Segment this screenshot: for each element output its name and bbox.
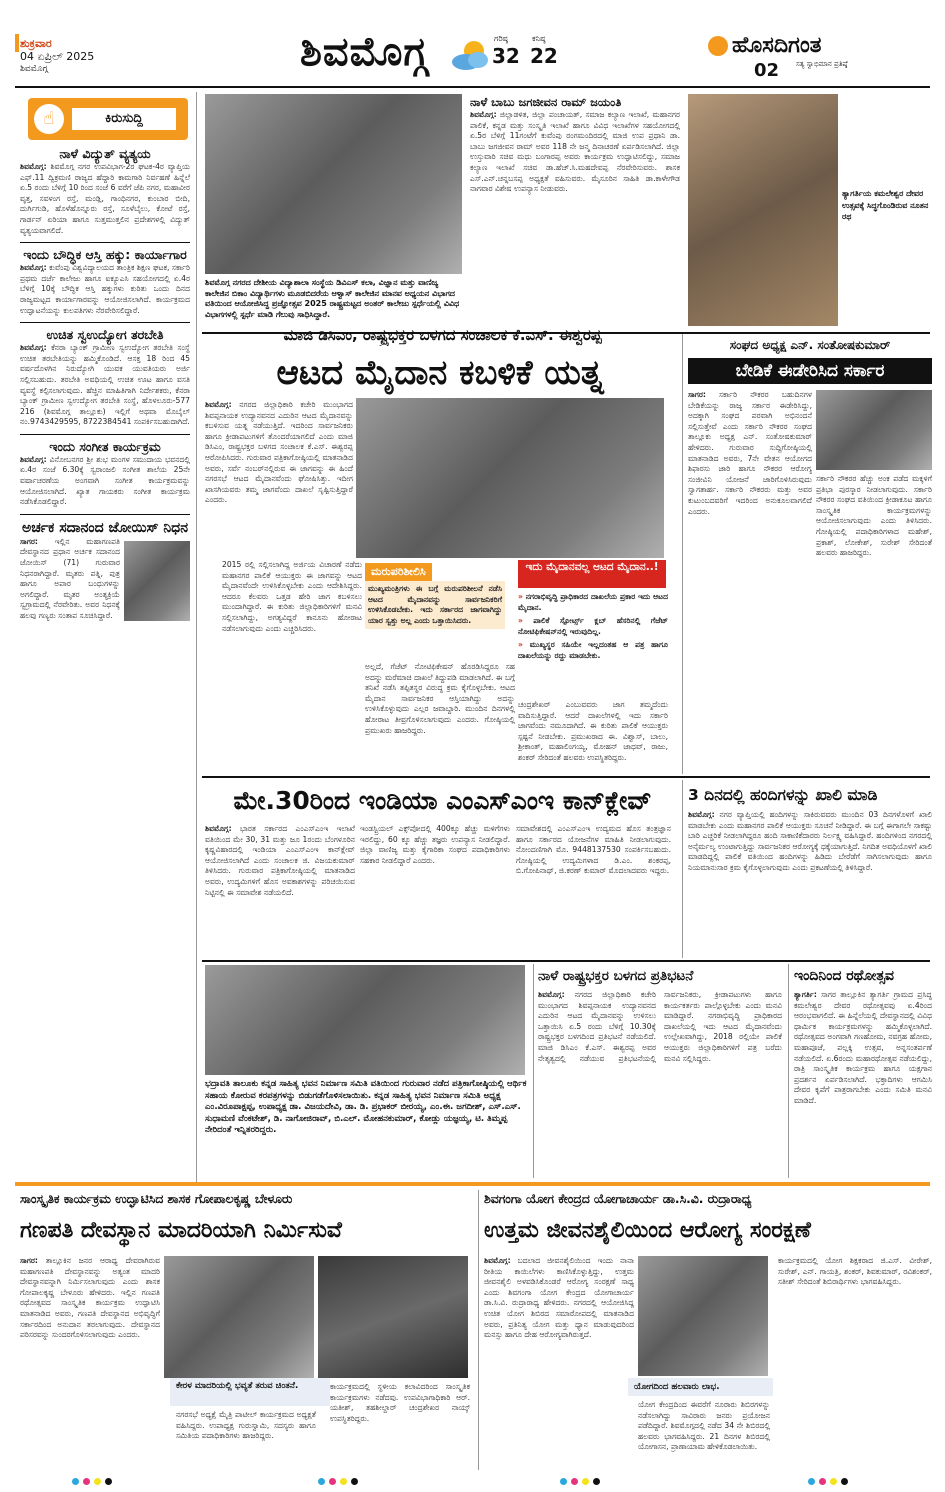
ganapathi-col2 [176, 1410, 316, 1470]
ganapathi-photo-2 [318, 1256, 468, 1378]
magenta-dot [571, 1478, 578, 1485]
news-item-music [20, 439, 190, 508]
ganapathi-photo-tag [170, 1378, 330, 1406]
news-place: ಶಿವಮೊಗ್ಗ: [20, 162, 47, 171]
lead-text-3: ಅಲ್ಲದೆ, ಗೆಜೆಟ್ ನೋಟಿಫಿಕೇಷನ್ ಹೊರಡಿಸಿದ್ದರೂ ಸಹ ಅದನ್ನು ಮರೆಮಾಚಿ ದಾಖಲೆ ತಿದ್ದುಪಡಿ ಮಾಡಲಾಗಿದೆ. ಈ ಬಗ್ಗೆ ತನಿಖೆ ನಡೆಸಿ ತಪ್ಪಿತಸ್ಥರ ವಿರುದ್ಧ ಕ್ರಮ ಕೈಗೊಳ್ಳಬೇಕು. ಆಟದ ಮೈದಾನ ಸಾರ್ವಜನಿಕರ ಆಸ್ತಿಯಾಗಿದ್ದು ಅದನ್ನು ಉಳಿಸಿಕೊಳ್ಳುವುದು ಎಲ್ಲರ ಜವಾಬ್ದಾರಿ. ಮುಂದಿನ ದಿನಗಳಲ್ಲಿ ಹೋರಾಟ ತೀವ್ರಗೊಳಿಸಲಾಗುವುದು ಎಂದರು. ಗೋಷ್ಠಿಯಲ್ಲಿ ಪ್ರಮುಖರು ಹಾಜರಿದ್ದರು. [365, 662, 515, 735]
conclave-col2 [360, 824, 510, 956]
section-rule-2 [202, 776, 930, 778]
news-text: ಇಲ್ಲಿನ ಮಹಾಗಣಪತಿ ದೇವಸ್ಥಾನದ ಪ್ರಧಾನ ಅರ್ಚಕ ಸದಾನಂದ ಜೋಯಿಸ್ (71) ಗುರುವಾರ ನಿಧನರಾಗಿದ್ದಾರೆ. ಮೃತರು ಪತ್ನಿ, ಪುತ್ರ ಹಾಗೂ ಅಪಾರ ಬಂಧುಗಳನ್ನು ಅಗಲಿದ್ದಾರೆ. ಮೃತರ ಅಂತ್ಯಕ್ರಿಯೆ ಸ್ವಗ್ರಾಮದಲ್ಲಿ ನೆರವೇರಿತು. ಅವರ ನಿಧನಕ್ಕೆ ಹಲವು ಗಣ್ಯರು ಸಂತಾಪ ಸೂಚಿಸಿದ್ದಾರೆ. [20, 536, 120, 620]
yoga-photo [638, 1256, 768, 1376]
lead-body-col3 [365, 662, 515, 767]
yoga-photo-tag [628, 1378, 773, 1396]
bullet-icon: » [518, 592, 526, 601]
news-body [20, 455, 190, 508]
hand-icon: ☝ [34, 104, 64, 134]
max-temp-value: 32 [492, 44, 520, 68]
col-rule-pigs [682, 780, 683, 958]
santhosh-place: ಸಾಗರ: [688, 390, 706, 399]
page-number: 02 [754, 60, 780, 81]
header-rule [15, 86, 930, 88]
news-item-power [20, 146, 190, 236]
header-orange-strip [15, 34, 19, 52]
ganapathi-text-2: ನಗರಸಭೆ ಅಧ್ಯಕ್ಷೆ ಮೈತ್ರಿ ಪಾಟೀಲ್ ಕಾರ್ಯಕ್ರಮದ ಅಧ್ಯಕ್ಷತೆ ವಹಿಸಿದ್ದರು. ಉಪಾಧ್ಯಕ್ಷ ಗುರುಸ್ವಾಮಿ, ಸದಸ್ಯರು ಹಾಗೂ ಸಮಿತಿಯ ಪದಾಧಿಕಾರಿಗಳು ಹಾಜರಿದ್ದರು. [176, 1410, 316, 1441]
yoga-kicker: ಶಿವಗಂಗಾ ಯೋಗ ಕೇಂದ್ರದ ಯೋಗಾಚಾರ್ಯ ಡಾ.ಸಿ.ವಿ. ರುದ್ರಾರಾಧ್ಯ [484, 1192, 752, 1206]
cyan-dot [808, 1478, 815, 1485]
yoga-col2 [638, 1400, 770, 1470]
lead-text-2: 2015 ರಲ್ಲಿ ಸಲ್ಲಿಸಲಾಗಿದ್ದ ಅರ್ಜಿಯ ವಿಚಾರಣೆ ನಡೆದು ಮಹಾನಗರ ಪಾಲಿಕೆ ಆಯುಕ್ತರು ಈ ಜಾಗವನ್ನು ಆಟದ ಮೈದಾನವೆಂದೇ ಉಳಿಸಿಕೊಳ್ಳಬೇಕು ಎಂದು ಆದೇಶಿಸಿದ್ದರು. ಆದರೂ ಕೆಲವರು ಒತ್ತಡ ಹೇರಿ ಜಾಗ ಕಬಳಿಸಲು ಮುಂದಾಗಿದ್ದಾರೆ. ಈ ಕುರಿತು ಜಿಲ್ಲಾಧಿಕಾರಿಗಳಿಗೆ ಮನವಿ ಸಲ್ಲಿಸಲಾಗಿದ್ದು, ಅಗತ್ಯವಿದ್ದರೆ ಕಾನೂನು ಹೋರಾಟ ನಡೆಸಲಾಗುವುದು ಎಂದು ಎಚ್ಚರಿಸಿದರು. [222, 560, 362, 633]
santhosh-body-col1 [688, 390, 812, 770]
news-item-ipr [20, 247, 190, 316]
divider [20, 322, 190, 323]
lead-press-photo [356, 398, 664, 558]
news-title: ಅರ್ಚಕ ಸದಾನಂದ ಜೋಯಿಸ್ ನಿಧನ [22, 519, 188, 536]
yoga-tag-text: ಯೋಗದಿಂದ ಹಲವಾರು ಲಾಭ. [634, 1382, 720, 1392]
cyan-dot [318, 1478, 325, 1485]
jagjivan-body [470, 110, 680, 195]
col-rule-protest [533, 964, 534, 1178]
news-body [20, 162, 190, 236]
col-rule-santhosh [682, 334, 683, 774]
city-label: ಶಿವಮೊಗ್ಗ [20, 64, 48, 74]
min-temp-value: 22 [530, 44, 558, 68]
santhosh-text-2: ಸರ್ಕಾರಿ ನೌಕರರ ಹೆಚ್ಚು ಅಂಕ ಪಡೆದ ಮಕ್ಕಳಿಗೆ ಪ್ರತಿಭಾ ಪುರಸ್ಕಾರ ನೀಡಲಾಗುವುದು. ಸರ್ಕಾರಿ ನೌಕರರ ಸಂಘದ ವತಿಯಿಂದ ಕ್ರೀಡಾಕೂಟ ಹಾಗೂ ಸಾಂಸ್ಕೃತಿಕ ಕಾರ್ಯಕ್ರಮಗಳನ್ನು ಆಯೋಜಿಸಲಾಗುವುದು ಎಂದು ತಿಳಿಸಿದರು. ಗೋಷ್ಠಿಯಲ್ಲಿ ಪದಾಧಿಕಾರಿಗಳಾದ ಮಹೇಶ್, ಪ್ರಕಾಶ್, ಲೋಕೇಶ್, ಸುರೇಶ್ ಸೇರಿದಂತೆ ಹಲವರು ಹಾಜರಿದ್ದರು. [816, 474, 932, 558]
lead-text-1: ನಗರದ ಜಿಲ್ಲಾಧಿಕಾರಿ ಕಚೇರಿ ಮುಂಭಾಗದ ಶಿವಪ್ಪನಾಯಕ ಉದ್ಯಾನವನದ ಎದುರಿನ ಆಟದ ಮೈದಾನವನ್ನು ಕಬಳಿಸುವ ಯತ್ನ ನಡೆಯುತ್ತಿದೆ. ಇದರಿಂದ ಸಾರ್ವಜನಿಕರು ಹಾಗೂ ಕ್ರೀಡಾಪಟುಗಳಿಗೆ ತೊಂದರೆಯಾಗಲಿದೆ ಎಂದು ಮಾಜಿ ಡಿಸಿಎಂ, ರಾಷ್ಟ್ರಭಕ್ತರ ಬಳಗದ ಸಂಚಾಲಕ ಕೆ.ಎಸ್. ಈಶ್ವರಪ್ಪ ಆರೋಪಿಸಿದರು. ಗುರುವಾರ ಪತ್ರಿಕಾಗೋಷ್ಠಿಯಲ್ಲಿ ಮಾತನಾಡಿದ ಅವರು, ಸರ್ವೆ ನಂಬರ್‌ನಲ್ಲಿರುವ ಈ ಜಾಗವನ್ನು ಈ ಹಿಂದೆ ನಗರಸಭೆ ಆಟದ ಮೈದಾನವೆಂದು ಘೋಷಿಸಿತ್ತು. ಇದೀಗ ಖಾಸಗಿಯವರು ತಮ್ಮ ಜಾಗವೆಂದು ದಾಖಲೆ ಸೃಷ್ಟಿಸುತ್ತಿದ್ದಾರೆ ಎಂದರು. [205, 400, 353, 505]
black-dot [593, 1478, 600, 1485]
yoga-text-3: ಕಾರ್ಯಕ್ರಮದಲ್ಲಿ ಯೋಗ ಶಿಕ್ಷಕರಾದ ಜಿ.ಎಸ್. ವೀರೇಶ್, ಸುರೇಶ್, ಎನ್. ಗಾಯತ್ರಿ, ಶಂಕರ್, ಶಿವಕುಮಾರ್, ರವಿಶಂಕರ್, ಸತೀಶ್ ಸೇರಿದಂತೆ ಶಿಬಿರಾರ್ಥಿಗಳು ಭಾಗವಹಿಸಿದ್ದರು. [778, 1256, 932, 1287]
cyan-dot [560, 1478, 567, 1485]
max-temp-label: ಗರಿಷ್ಠ [494, 34, 508, 43]
santhosh-kicker: ಸಂಘದ ಅಧ್ಯಕ್ಷ ಎನ್. ಸಂತೋಷಕುಮಾರ್ [729, 338, 891, 352]
ganapathi-body-1 [20, 1256, 160, 1341]
conclave-col3 [516, 824, 671, 956]
pigs-text-span: ನಗರ ವ್ಯಾಪ್ತಿಯಲ್ಲಿ ಹಂದಿಗಳನ್ನು ಸಾಕಿರುವವರು ಮುಂದಿನ 03 ದಿನಗಳೊಳಗೆ ಖಾಲಿ ಮಾಡಬೇಕು ಎಂದು ಮಹಾನಗರ ಪಾಲಿಕೆ ಆಯುಕ್ತರು ಸೂಚನೆ ನೀಡಿದ್ದಾರೆ. ಈ ಬಗ್ಗೆ ಈಗಾಗಲೇ ಸಾಕಷ್ಟು ಬಾರಿ ಎಚ್ಚರಿಕೆ ನೀಡಲಾಗಿದ್ದರೂ ಹಂದಿ ಸಾಕಾಣಿಕೆದಾರರು ನಿರ್ಲಕ್ಷ್ಯ ವಹಿಸಿದ್ದಾರೆ. ಹಂದಿಗಳಿಂದ ನಗರದಲ್ಲಿ ಅನೈರ್ಮಲ್ಯ ಉಂಟಾಗುತ್ತಿದ್ದು ಸಾರ್ವಜನಿಕರ ಆರೋಗ್ಯಕ್ಕೆ ಧಕ್ಕೆಯಾಗುತ್ತಿದೆ. ನಿಗದಿತ ಅವಧಿಯೊಳಗೆ ಖಾಲಿ ಮಾಡದಿದ್ದಲ್ಲಿ ಪಾಲಿಕೆ ವತಿಯಿಂದ ಹಂದಿಗಳನ್ನು ಹಿಡಿದು ಬೇರೆಡೆಗೆ ಸಾಗಿಸಲಾಗುವುದು ಹಾಗೂ ನಿಯಮಾನುಸಾರ ಕ್ರಮ ಕೈಗೊಳ್ಳಲಾಗುವುದು ಎಂದು ಪ್ರಕಟಣೆಯಲ್ಲಿ ತಿಳಿಸಿದ್ದಾರೆ. [688, 810, 932, 872]
ganapathi-col1 [20, 1256, 160, 1462]
news-place: ಶಿವಮೊಗ್ಗ: [20, 454, 47, 464]
news-text: ಕೆನರಾ ಬ್ಯಾಂಕ್ ಗ್ರಾಮೀಣ ಸ್ವಉದ್ಯೋಗ ತರಬೇತಿ ಸಂಸ್ಥೆ ಉಚಿತ ತರಬೇತಿಯನ್ನು ಹಮ್ಮಿಕೊಂಡಿದೆ. ಆಸಕ್ತ 18 ರಿಂದ 45 ವರ್ಷದೊಳಗಿನ ನಿರುದ್ಯೋಗಿ ಯುವಕ ಯುವತಿಯರು ಅರ್ಜಿ ಸಲ್ಲಿಸಬಹುದು. ತರಬೇತಿ ಅವಧಿಯಲ್ಲಿ ಉಚಿತ ಊಟ ಹಾಗೂ ವಸತಿ ವ್ಯವಸ್ಥೆ ಕಲ್ಪಿಸಲಾಗುವುದು. ಹೆಚ್ಚಿನ ಮಾಹಿತಿಗಾಗಿ ನಿರ್ದೇಶಕರು, ಕೆನರಾ ಬ್ಯಾಂಕ್ ಗ್ರಾಮೀಣ ಸ್ವಉದ್ಯೋಗ ತರಬೇತಿ ಸಂಸ್ಥೆ, ಹೊಳಲೂರು-577 216 (ಶಿವಮೊಗ್ಗ ತಾಲ್ಲೂಕು) ಇಲ್ಲಿಗೆ ಅಥವಾ ಮೊಬೈಲ್ ನಂ.9743429595, 8722384541 ಸಂಪರ್ಕಿಸಬಹುದಾಗಿದೆ. [20, 343, 190, 427]
bullet-text: ನಗರಾಭಿವೃದ್ಧಿ ಪ್ರಾಧಿಕಾರದ ದಾಖಲೆಯ ಪ್ರಕಾರ ಇದು ಆಟದ ಮೈದಾನ. [518, 592, 668, 612]
students-photo [205, 94, 462, 274]
black-dot [351, 1478, 358, 1485]
protest-text-span: ನಗರದ ಜಿಲ್ಲಾಧಿಕಾರಿ ಕಚೇರಿ ಮುಂಭಾಗದ ಶಿವಪ್ಪನಾಯಕ ಉದ್ಯಾನವನದ ಎದುರಿನ ಆಟದ ಮೈದಾನವನ್ನು ಉಳಿಸಲು ಒತ್ತಾಯಿಸಿ ಏ.5 ರಂದು ಬೆಳಿಗ್ಗೆ 10.30ಕ್ಕೆ ರಾಷ್ಟ್ರಭಕ್ತರ ಬಳಗದಿಂದ ಪ್ರತಿಭಟನೆ ನಡೆಯಲಿದೆ. ಮಾಜಿ ಡಿಸಿಎಂ ಕೆ.ಎಸ್. ಈಶ್ವರಪ್ಪ ಅವರ ನೇತೃತ್ವದಲ್ಲಿ ನಡೆಯುವ ಪ್ರತಿಭಟನೆಯಲ್ಲಿ ಸಾರ್ವಜನಿಕರು, ಕ್ರೀಡಾಪಟುಗಳು ಹಾಗೂ ಕಾರ್ಯಕರ್ತರು ಪಾಲ್ಗೊಳ್ಳಬೇಕು ಎಂದು ಮನವಿ ಮಾಡಿದ್ದಾರೆ. ನಗರಾಭಿವೃದ್ಧಿ ಪ್ರಾಧಿಕಾರದ ದಾಖಲೆಯಲ್ಲಿ ಇದು ಆಟದ ಮೈದಾನವೆಂದು ಉಲ್ಲೇಖವಾಗಿದ್ದು, 2018 ರಲ್ಲಿಯೇ ಪಾಲಿಕೆ ಆಯುಕ್ತರು ಜಿಲ್ಲಾಧಿಕಾರಿಗಳಿಗೆ ಪತ್ರ ಬರೆದು ಮನವಿ ಸಲ್ಲಿಸಿದ್ದರು. [538, 990, 782, 1063]
header-date [20, 37, 160, 79]
news-title: ನಾಳೆ ವಿದ್ಯುತ್ ವ್ಯತ್ಯಯ [59, 146, 151, 161]
lead-red-box [518, 560, 666, 588]
magenta-dot [819, 1478, 826, 1485]
col-rule-ratho [788, 964, 789, 1178]
jagjivan-place: ಶಿವಮೊಗ್ಗ: [470, 110, 497, 119]
conclave-text-3: ಸಮಾವೇಶದಲ್ಲಿ ಎಂಎಸ್‌ಎಂಇ ಉದ್ಯಮದ ಹೊಸ ತಂತ್ರಜ್ಞಾನ ಹಾಗೂ ಸರ್ಕಾರದ ಯೋಜನೆಗಳ ಮಾಹಿತಿ ನೀಡಲಾಗುವುದು. ನೋಂದಣಿಗಾಗಿ ಮೊ. 9448137530 ಸಂಪರ್ಕಿಸಬಹುದು. ಗೋಷ್ಠಿಯಲ್ಲಿ ಉದ್ಯಮಿಗಳಾದ ಡಿ.ಎಂ. ಶಂಕರಪ್ಪ, ಬಿ.ಗೋಪಿನಾಥ್, ಜಿ.ಕರಣ್ ಕುಮಾರ್ ಮೊದಲಾದವರು ಇದ್ದರು. [516, 824, 671, 876]
news-item-obituary [20, 519, 190, 622]
bullet-text: ಪಾಲಿಕೆ ಸ್ಪೋರ್ಟ್ಸ್ ಕ್ಲಬ್ ಹೆಸರಿನಲ್ಲಿ ಗೆಜೆಟ್ ನೋಟಿಫಿಕೇಷನ್‌ನಲ್ಲಿ ಇರುವುದಿಲ್ಲ. [518, 616, 668, 636]
protest-headline: ನಾಳೆ ರಾಷ್ಟ್ರಭಕ್ತರ ಬಳಗದ ಪ್ರತಿಭಟನೆ [538, 968, 694, 984]
protest-body [538, 990, 782, 1178]
rathotsava-body [794, 990, 932, 1178]
santhosh-photo [816, 390, 932, 470]
lead-headline: ಆಟದ ಮೈದಾನ ಕಬಳಿಕೆ ಯತ್ನ [276, 353, 604, 393]
news-body [20, 343, 190, 428]
masthead: ಶಿವಮೊಗ್ಗ [300, 28, 429, 75]
lead-side-text: ಚಂದ್ರಶೇಖರ್ ಎಂಬುವವರು ಜಾಗ ತಮ್ಮದೆಂದು ವಾದಿಸುತ್ತಿದ್ದಾರೆ. ಆದರೆ ದಾಖಲೆಗಳಲ್ಲಿ ಇದು ಸರ್ಕಾರಿ ಜಾಗವೆಂದು ನಮೂದಾಗಿದೆ. ಈ ಕುರಿತು ಪಾಲಿಕೆ ಆಯುಕ್ತರು ಸ್ಪಷ್ಟನೆ ನೀಡಬೇಕು. ಪ್ರಮುಖರಾದ ಈ. ವಿಶ್ವಾಸ್, ಬಾಲು, ಶ್ರೀಕಾಂತ್, ಮಹಾಲಿಂಗಯ್ಯ, ಮೋಹನ್ ಜಾಧವ್, ರಾಜು, ಶಂಕರ್ ಸೇರಿದಂತೆ ಹಲವರು ಉಪಸ್ಥಿತರಿದ್ದರು. [518, 700, 668, 762]
lead-sidebar-text: ಮುಖ್ಯಮಂತ್ರಿಗಳು ಈ ಬಗ್ಗೆ ಮರುಪರಿಶೀಲನೆ ನಡೆಸಿ ಆಟದ ಮೈದಾನವನ್ನು ಸಾರ್ವಜನಿಕರಿಗೆ ಉಳಿಸಿಕೊಡಬೇಕು. ಇದು ಸರ್ಕಾರದ ಜಾಗವಾಗಿದ್ದು ಯಾರ ಸ್ವತ್ತು ಅಲ್ಲ ಎಂದು ಒತ್ತಾಯಿಸಿದರು. [365, 581, 505, 629]
lead-bullet-1 [518, 592, 668, 613]
lead-body-col2 [222, 560, 362, 765]
jagjivan-headline: ನಾಳೆ ಬಾಬು ಜಗಜೀವನ ರಾಮ್ ಜಯಂತಿ [470, 95, 622, 109]
conclave-headline: ಮೇ.30ರಿಂದ ಇಂಡಿಯಾ ಎಂಎಸ್‌ಎಂಇ ಕಾನ್‌ಕ್ಲೇವ್ [233, 786, 652, 815]
yoga-place: ಶಿವಮೊಗ್ಗ: [484, 1256, 511, 1265]
divider [20, 242, 190, 243]
news-place: ಸಾಗರ: [20, 536, 38, 546]
registration-dots-left [72, 1478, 112, 1485]
santhosh-text: ಸರ್ಕಾರಿ ನೌಕರರ ಬಹುದಿನಗಳ ಬೇಡಿಕೆಯನ್ನು ರಾಜ್ಯ ಸರ್ಕಾರ ಈಡೇರಿಸಿದ್ದು, ಅದಕ್ಕಾಗಿ ಸಂಘದ ಪರವಾಗಿ ಅಭಿನಂದನೆ ಸಲ್ಲಿಸುತ್ತೇವೆ ಎಂದು ಸರ್ಕಾರಿ ನೌಕರರ ಸಂಘದ ತಾಲ್ಲೂಕು ಅಧ್ಯಕ್ಷ ಎನ್. ಸಂತೋಷಕುಮಾರ್ ಹೇಳಿದರು. ಗುರುವಾರ ಸುದ್ದಿಗೋಷ್ಠಿಯಲ್ಲಿ ಮಾತನಾಡಿದ ಅವರು, 7ನೇ ವೇತನ ಆಯೋಗದ ಶಿಫಾರಸು ಜಾರಿ ಹಾಗೂ ನೌಕರರ ಆರೋಗ್ಯ ಸಂಜೀವಿನಿ ಯೋಜನೆ ಜಾರಿಗೊಳಿಸಿರುವುದು ಸ್ವಾಗತಾರ್ಹ. ಸರ್ಕಾರಿ ನೌಕರರು ಮತ್ತು ಅವರ ಕುಟುಂಬದವರಿಗೆ ಇದರಿಂದ ಅನುಕೂಲವಾಗಲಿದೆ ಎಂದರು. [688, 390, 812, 516]
chariot-caption: ತ್ಯಾಗರ್ತಿಯ ಕಮಲೇಶ್ವರ ದೇವರ ಉತ್ಸವಕ್ಕೆ ಸಿದ್ಧಗೊಂಡಿರುವ ನೂತನ ರಥ [842, 189, 929, 221]
pigs-text [688, 810, 932, 874]
lead-body-1 [205, 400, 353, 506]
rathotsava-text [794, 990, 932, 1107]
bullet-text: ಮುಖ್ಯಸ್ಥರ ಸಹಿಯೇ ಇಲ್ಲದಂತಹ ಆ ಪತ್ರ ಹಾಗೂ ದಾಖಲೆಯನ್ನು ರದ್ದು ಮಾಡಬೇಕು. [518, 640, 668, 660]
yoga-col1 [484, 1256, 634, 1470]
date-label: 04 ಏಪ್ರಿಲ್ 2025 [20, 50, 95, 63]
yoga-text-2: ಯೋಗ ಕೇಂದ್ರದಿಂದ ಈವರೆಗೆ ನೂರಾರು ಶಿಬಿರಗಳನ್ನು ನಡೆಸಲಾಗಿದ್ದು ಸಾವಿರಾರು ಜನರು ಪ್ರಯೋಜನ ಪಡೆದಿದ್ದಾರೆ. ಶಿವಮೊಗ್ಗದಲ್ಲಿ ನಡೆದ 34 ನೇ ಶಿಬಿರದಲ್ಲಿ ಹಲವರು ಭಾಗವಹಿಸಿದ್ದರು. 21 ದಿನಗಳ ಶಿಬಿರದಲ್ಲಿ ಯೋಗಾಸನ, ಪ್ರಾಣಾಯಾಮ ಹೇಳಿಕೊಡಲಾಯಿತು. [638, 1400, 770, 1452]
protest-place: ಶಿವಮೊಗ್ಗ: [538, 990, 565, 999]
ganapathi-text-1: ತಾಲ್ಲೂಕಿನ ಜನರ ಆರಾಧ್ಯ ದೇವರಾಗಿರುವ ಮಹಾಗಣಪತಿ ದೇವಸ್ಥಾನವನ್ನು ಅತ್ಯಂತ ಮಾದರಿ ದೇವಸ್ಥಾನವನ್ನಾಗಿ ನಿರ್ಮಿಸಲಾಗುವುದು ಎಂದು ಶಾಸಕ ಗೋಪಾಲಕೃಷ್ಣ ಬೇಳೂರು ಹೇಳಿದರು. ಇಲ್ಲಿನ ಗಣಪತಿ ರಥೋತ್ಸವದ ಸಾಂಸ್ಕೃತಿಕ ಕಾರ್ಯಕ್ರಮ ಉದ್ಘಾಟಿಸಿ ಮಾತನಾಡಿದ ಅವರು, ಗಣಪತಿ ದೇವಸ್ಥಾನದ ಅಭಿವೃದ್ಧಿಗೆ ಸರ್ಕಾರದಿಂದ ಅನುದಾನ ತರಲಾಗುವುದು. ದೇವಸ್ಥಾನದ ಪರಿಸರವನ್ನು ಸುಂದರಗೊಳಿಸಲಾಗುವುದು ಎಂದರು. [20, 1256, 160, 1340]
lead-side-body [518, 700, 668, 768]
left-news-column [20, 146, 190, 1176]
news-title: ಇಂದು ಬೌದ್ಧಿಕ ಆಸ್ತಿ ಹಕ್ಕು: ಕಾರ್ಯಾಗಾರ [23, 247, 187, 263]
ganapathi-tag-text: ಕೇರಳ ಮಾದರಿಯಲ್ಲಿ ಭವ್ಯತೆ ತರುವ ಚಿಂತನೆ. [176, 1381, 299, 1391]
news-title: ಇಂದು ಸಂಗೀತ ಕಾರ್ಯಕ್ರಮ [49, 438, 161, 454]
santhosh-body [688, 390, 812, 517]
rathotsava-text-span: ಸಾಗರ ತಾಲ್ಲೂಕಿನ ತ್ಯಾಗರ್ತಿ ಗ್ರಾಮದ ಪ್ರಸಿದ್ಧ ಕಮಲೇಶ್ವರ ದೇವರ ರಥೋತ್ಸವವು ಏ.4ರಿಂದ ಆರಂಭವಾಗಲಿದೆ. ಈ ಹಿನ್ನೆಲೆಯಲ್ಲಿ ದೇವಸ್ಥಾನದಲ್ಲಿ ವಿವಿಧ ಧಾರ್ಮಿಕ ಕಾರ್ಯಕ್ರಮಗಳನ್ನು ಹಮ್ಮಿಕೊಳ್ಳಲಾಗಿದೆ. ರಥೋತ್ಸವದ ಅಂಗವಾಗಿ ಗಣಹೋಮ, ನವಗ್ರಹ ಹೋಮ, ಮಹಾಪೂಜೆ, ಪಲ್ಲಕ್ಕಿ ಉತ್ಸವ, ಅನ್ನಸಂತರ್ಪಣೆ ನಡೆಯಲಿದೆ. ಏ.6ರಂದು ಮಹಾರಥೋತ್ಸವ ನಡೆಯಲಿದ್ದು, ರಾತ್ರಿ ಸಾಂಸ್ಕೃತಿಕ ಕಾರ್ಯಕ್ರಮ ಹಾಗೂ ಯಕ್ಷಗಾನ ಪ್ರದರ್ಶನ ಏರ್ಪಡಿಸಲಾಗಿದೆ. ಭಕ್ತಾದಿಗಳು ಆಗಮಿಸಿ ದೇವರ ಕೃಪೆಗೆ ಪಾತ್ರರಾಗಬೇಕು ಎಂದು ಸಮಿತಿ ಮನವಿ ಮಾಡಿದೆ. [794, 990, 932, 1105]
section-rule-3 [202, 960, 930, 962]
lead-bullets [518, 592, 668, 702]
ganapathi-col3 [330, 1382, 470, 1470]
jagjivan-story [470, 94, 680, 330]
ganapathi-text-3: ಕಾರ್ಯಕ್ರಮದಲ್ಲಿ ಸ್ಥಳೀಯ ಕಲಾವಿದರಿಂದ ಸಾಂಸ್ಕೃತಿಕ ಕಾರ್ಯಕ್ರಮಗಳು ನಡೆದವು. ಉಪವಿಭಾಗಾಧಿಕಾರಿ ಆರ್. ಯತೀಶ್, ತಹಶೀಲ್ದಾರ್ ಚಂದ್ರಶೇಖರ ನಾಯ್ಕ್ ಉಪಸ್ಥಿತರಿದ್ದರು. [330, 1382, 470, 1423]
bullet-icon: » [518, 616, 534, 626]
lead-sidebar-tag: ಮರುಪರಿಶೀಲಿಸಿ [365, 563, 432, 581]
rathotsava-place: ತ್ಯಾಗರ್ತಿ: [794, 990, 817, 999]
lead-kicker: ಮಾಜಿ ಡಿಸಿಎಂ, ರಾಷ್ಟ್ರಭಕ್ತರ ಬಳಗದ ಸಂಚಾಲಕ ಕೆ.ಎಸ್. ಈಶ್ವರಪ್ಪ [283, 326, 602, 344]
chariot-photo [688, 94, 838, 326]
ganapathi-headline: ಗಣಪತಿ ದೇವಸ್ಥಾನ ಮಾದರಿಯಾಗಿ ನಿರ್ಮಿಸುವೆ [20, 1218, 342, 1243]
cyan-dot [72, 1478, 79, 1485]
bottom-right-bar [640, 1182, 930, 1186]
ganapathi-place: ಸಾಗರ: [20, 1256, 38, 1265]
news-body [20, 263, 190, 316]
pigs-body [688, 810, 932, 958]
brand-logo [708, 36, 728, 56]
brand-tagline: ಸತ್ಯ ಸ್ವಾಭಿಮಾನ ಪ್ರತಿಷ್ಠೆ [796, 60, 848, 68]
left-column-rule [196, 92, 197, 1182]
rathotsava-headline: ಇಂದಿನಿಂದ ರಥೋತ್ಸವ [794, 968, 894, 984]
weather-icon [450, 38, 494, 72]
divider [20, 434, 190, 435]
news-text: ಶಿವಮೊಗ್ಗ ನಗರ ಉಪವಿಭಾಗ-2ರ ಘಟಕ-4ರ ವ್ಯಾಪ್ತಿಯ ಎಫ್.11 ದ್ವಿಕ್ರಮಣಿ ರಾಜ್ಯದ ಹೆದ್ದಾರಿ ಕಾಮಗಾರಿ ನಿರ್ವಹಣೆ ಹಿನ್ನೆಲೆ ಏ.5 ರಂದು ಬೆಳಿಗ್ಗೆ 10 ರಿಂದ ಸಂಜೆ 6 ವರೆಗೆ ಜೆಪಿ ನಗರ, ಮಹಾವೀರ ವೃತ್ತ, ಸವಳಂಗ ರಸ್ತೆ, ಮಂಡ್ಲಿ, ಗಾಂಧಿನಗರ, ಕುಂಬಾರ ಬೀದಿ, ದುರ್ಗಿಗುಡಿ, ಹೊಳೆಹೊನ್ನೂರು ರಸ್ತೆ, ಸೂಳೆಬೈಲು, ಕೋಟೆ ರಸ್ತೆ, ಗಾರ್ಡನ್ ಏರಿಯಾ ಹಾಗೂ ಸುತ್ತಮುತ್ತಲಿನ ಪ್ರದೇಶಗಳಲ್ಲಿ ವಿದ್ಯುತ್ ವ್ಯತ್ಯಯವಾಗಲಿದೆ. [20, 162, 190, 235]
registration-dots-center-left [318, 1478, 358, 1485]
lead-sidebar [365, 560, 505, 660]
bullet-icon: » [518, 640, 530, 650]
min-temp-label: ಕನಿಷ್ಠ [532, 34, 546, 43]
santhosh-body-col2 [816, 474, 932, 770]
col-rule-bottom [478, 1190, 479, 1470]
conclave-text-2: ಇಂಡಸ್ಟ್ರಿಯಲ್ ಎಕ್ಸ್‌ಪೋದಲ್ಲಿ 400ಕ್ಕೂ ಹೆಚ್ಚು ಮಳಿಗೆಗಳು ಇರಲಿದ್ದು, 60 ಕ್ಕೂ ಹೆಚ್ಚು ತಜ್ಞರು ಉಪನ್ಯಾಸ ನೀಡಲಿದ್ದಾರೆ. ಜಿಲ್ಲಾ ವಾಣಿಜ್ಯ ಮತ್ತು ಕೈಗಾರಿಕಾ ಸಂಘದ ಪದಾಧಿಕಾರಿಗಳು ಸಹಕಾರ ನೀಡಲಿದ್ದಾರೆ ಎಂದರು. [360, 824, 510, 865]
black-dot [105, 1478, 112, 1485]
registration-dots-right [808, 1478, 848, 1485]
conclave-body-1 [205, 824, 355, 898]
lead-bullet-2 [518, 616, 668, 637]
lead-place: ಶಿವಮೊಗ್ಗ: [205, 400, 232, 409]
news-place: ಶಿವಮೊಗ್ಗ: [20, 343, 47, 353]
students-photo-caption: ಶಿವಮೊಗ್ಗ ನಗರದ ದೇಶೀಯ ವಿದ್ಯಾಶಾಲಾ ಸಂಸ್ಥೆಯ ಡಿವಿಎಸ್ ಕಲಾ, ವಿಜ್ಞಾನ ಮತ್ತು ವಾಣಿಜ್ಯ ಕಾಲೇಜಿನ ಬಿಕಾಂ ವಿದ್ಯಾರ್ಥಿಗಳು ಮೂಡಬಿದರೆಯ ಆಳ್ವಾಸ್ ಕಾಲೇಜಿನ ಮಾನವ ಅಧ್ಯಯನ ವಿಭಾಗದ ವತಿಯಿಂದ ಆಯೋಜಿಸಿದ್ದ ಪ್ರಜ್ಞೋತ್ಸವ 2025 ರಾಷ್ಟ್ರಮಟ್ಟದ ಅಂತರ್ ಕಾಲೇಜು ಸ್ಪರ್ಧೆಯಲ್ಲಿ ವಿವಿಧ ವಿಭಾಗಗಳಲ್ಲಿ ಸ್ಪರ್ಧೆ ಮಾಡಿ ಗೆಲುವು ಸಾಧಿಸಿದ್ದಾರೆ. [205, 278, 460, 319]
lead-bullet-3 [518, 640, 668, 661]
protest-text [538, 990, 782, 1064]
pigs-place: ಶಿವಮೊಗ್ಗ: [688, 810, 715, 819]
kirusuddi-badge [28, 98, 188, 140]
news-place: ಶಿವಮೊಗ್ಗ: [20, 263, 47, 273]
jagjivan-text: ಜಿಲ್ಲಾಡಳಿತ, ಜಿಲ್ಲಾ ಪಂಚಾಯತ್, ಸಮಾಜ ಕಲ್ಯಾಣ ಇಲಾಖೆ, ಮಹಾನಗರ ಪಾಲಿಕೆ, ಕನ್ನಡ ಮತ್ತು ಸಂಸ್ಕೃತಿ ಇಲಾಖೆ ಹಾಗೂ ವಿವಿಧ ಇಲಾಖೆಗಳ ಸಹಯೋಗದಲ್ಲಿ ಏ.5ರ ಬೆಳಿಗ್ಗೆ 11ಗಂಟೆಗೆ ಕುವೆಂಪು ರಂಗಮಂದಿರದಲ್ಲಿ ಮಾಜಿ ಉಪ ಪ್ರಧಾನಿ ಡಾ. ಬಾಬು ಜಗಜೀವನ ರಾಮ್ ಅವರ 118 ನೇ ಜನ್ಮ ದಿನಾಚರಣೆ ಏರ್ಪಡಿಸಲಾಗಿದೆ. ಜಿಲ್ಲಾ ಉಸ್ತುವಾರಿ ಸಚಿವ ಮಧು ಬಂಗಾರಪ್ಪ ಅವರು ಕಾರ್ಯಕ್ರಮ ಉದ್ಘಾಟಿಸಲಿದ್ದು, ಸಮಾಜ ಕಲ್ಯಾಣ ಇಲಾಖೆ ಸಚಿವ ಡಾ.ಹೆಚ್.ಸಿ.ಮಹದೇವಪ್ಪ ನೆರವೇರಿಸುವರು. ಶಾಸಕ ಎಸ್.ಎನ್.ಚನ್ನಬಸಪ್ಪ ಅಧ್ಯಕ್ಷತೆ ವಹಿಸುವರು. ಮೈಸೂರಿನ ಸಾಹಿತಿ ಡಾ.ಕಾಳೇಗೌಡ ನಾಗವಾರ ವಿಶೇಷ ಉಪನ್ಯಾಸ ನೀಡುವರು. [470, 110, 680, 194]
news-text: ಕುವೆಂಪು ವಿಶ್ವವಿದ್ಯಾಲಯದ ತಾಂತ್ರಿಕ ಶಿಕ್ಷಣ ಘಟಕ, ಸರ್ಕಾರಿ ಪ್ರಥಮ ದರ್ಜೆ ಕಾಲೇಜು ಹಾಗೂ ಐಕ್ಯೂಎಸಿ ಸಹಯೋಗದಲ್ಲಿ ಏ.4ರ ಬೆಳಿಗ್ಗೆ 10ಕ್ಕೆ ಬೌದ್ಧಿಕ ಆಸ್ತಿ ಹಕ್ಕುಗಳು ಕುರಿತು ಒಂದು ದಿನದ ರಾಜ್ಯಮಟ್ಟದ ಕಾರ್ಯಾಗಾರವನ್ನು ಆಯೋಜಿಸಲಾಗಿದೆ. ಕಾರ್ಯಕ್ರಮದ ಉದ್ಘಾಟನೆಯನ್ನು ಕುಲಪತಿಗಳು ನೆರವೇರಿಸಲಿದ್ದಾರೆ. [20, 263, 190, 315]
temperature-block [492, 34, 592, 78]
yoga-col3 [778, 1256, 932, 1470]
brand-block [696, 30, 931, 88]
obituary-photo [124, 541, 190, 621]
yellow-dot [340, 1478, 347, 1485]
ganapathi-kicker: ಸಾಂಸ್ಕೃತಿಕ ಕಾರ್ಯಕ್ರಮ ಉದ್ಘಾಟಿಸಿದ ಶಾಸಕ ಗೋಪಾಲಕೃಷ್ಣ ಬೇಳೂರು [20, 1192, 293, 1206]
kirusuddi-label: ಕಿರುಸುದ್ದಿ [72, 108, 176, 130]
conclave-col1 [205, 824, 355, 956]
conclave-text-1: ಭಾರತ ಸರ್ಕಾರದ ಎಂಎಸ್‌ಎಂಇ ಇಲಾಖೆ ವತಿಯಿಂದ ಮೇ 30, 31 ಮತ್ತು ಜೂ 1ರಂದು ಬೆಂಗಳೂರಿನ ಕೃಷ್ಣವಿಹಾರದಲ್ಲಿ ಇಂಡಿಯಾ ಎಂಎಸ್‌ಎಂಇ ಕಾನ್‌ಕ್ಲೇವ್ ಆಯೋಜಿಸಲಾಗಿದೆ ಎಂದು ಸಂಚಾಲಕ ಜಿ. ವಿಜಯಕುಮಾರ್ ತಿಳಿಸಿದರು. ಗುರುವಾರ ಪತ್ರಿಕಾಗೋಷ್ಠಿಯಲ್ಲಿ ಮಾತನಾಡಿದ ಅವರು, ಉದ್ಯಮಿಗಳಿಗೆ ಹೊಸ ಅವಕಾಶಗಳನ್ನು ಪರಿಚಯಿಸುವ ನಿಟ್ಟಿನಲ್ಲಿ ಈ ಸಮಾವೇಶ ನಡೆಯಲಿದೆ. [205, 824, 355, 897]
yellow-dot [830, 1478, 837, 1485]
yoga-headline: ಉತ್ತಮ ಜೀವನಶೈಲಿಯಿಂದ ಆರೋಗ್ಯ ಸಂರಕ್ಷಣೆ [484, 1218, 811, 1243]
black-dot [841, 1478, 848, 1485]
bhadravathi-caption: ಭದ್ರಾವತಿ ತಾಲೂಕು ಕನ್ನಡ ಸಾಹಿತ್ಯ ಭವನ ನಿರ್ಮಾಣ ಸಮಿತಿ ವತಿಯಿಂದ ಗುರುವಾರ ನಡೆದ ಪತ್ರಿಕಾಗೋಷ್ಠಿಯಲ್ಲಿ ಆರ್ಥಿಕ ಸಹಾಯ ಕೋರುವ ಕರಪತ್ರಗಳನ್ನು ಬಿಡುಗಡೆಗೊಳಿಸಲಾಯಿತು. ಕನ್ನಡ ಸಾಹಿತ್ಯ ಭವನ ನಿರ್ಮಾಣ ಸಮಿತಿ ಅಧ್ಯಕ್ಷ ಎಂ.ವಿರೂಪಾಕ್ಷಪ್ಪ, ಉಪಾಧ್ಯಕ್ಷ ಡಾ. ವಿಜಯದೇವಿ, ಡಾ. ಡಿ. ಪ್ರಭಾಕರ್ ಬೀರಯ್ಯ, ಎಂ.ಈ. ಜಗದೀಶ್, ಎಸ್.ಎಸ್. ಸುಧಾಮಣಿ ವೆಂಕಟೇಶ್, ಡಿ. ನಾಗೋಜಿರಾವ್, ಬಿ.ಎಲ್. ಮೋಹನಕುಮಾರ್, ಕೋಡ್ಲು ಯಜ್ಞಯ್ಯ, ಟಿ. ತಿಮ್ಮಪ್ಪ ನೇರಿದಂತೆ ಇನ್ನಿತರರಿದ್ದರು. [205, 1079, 527, 1136]
news-title: ಉಚಿತ ಸ್ವಉದ್ಯೋಗ ತರಬೇತಿ [46, 327, 164, 343]
magenta-dot [329, 1478, 336, 1485]
yoga-body-1 [484, 1256, 634, 1341]
yellow-dot [582, 1478, 589, 1485]
magenta-dot [83, 1478, 90, 1485]
pigs-headline: 3 ದಿನದಲ್ಲಿ ಹಂದಿಗಳನ್ನು ಖಾಲಿ ಮಾಡಿ [688, 786, 878, 804]
conclave-place: ಶಿವಮೊಗ್ಗ: [205, 824, 232, 833]
news-text: ವಿನೋಬನಗರ ಶ್ರೀ ಶುಭ ಮಂಗಳ ಸಮುದಾಯ ಭವನದಲ್ಲಿ ಏ.4ರ ಸಂಜೆ 6.30ಕ್ಕೆ ಸ್ವರಾಂಜಲಿ ಸಂಗೀತ ಶಾಲೆಯ 25ನೇ ವರ್ಷಾಚರಣೆಯ ಅಂಗವಾಗಿ ಸಂಗೀತ ಕಾರ್ಯಕ್ರಮವನ್ನು ಆಯೋಜಿಸಲಾಗಿದೆ. ಖ್ಯಾತ ಗಾಯಕರು ಸಂಗೀತ ಕಾರ್ಯಕ್ರಮ ನಡೆಸಿಕೊಡಲಿದ್ದಾರೆ. [20, 454, 190, 507]
yoga-text-1: ಬದಲಾದ ಜೀವನಶೈಲಿಯಿಂದ ಇಂದು ನಾನಾ ರೀತಿಯ ಕಾಯಿಲೆಗಳು ಕಾಣಿಸಿಕೊಳ್ಳುತ್ತಿದ್ದು, ಉತ್ತಮ ಜೀವನಶೈಲಿ ಅಳವಡಿಸಿಕೊಂಡರೆ ಆರೋಗ್ಯ ಸಂರಕ್ಷಣೆ ಸಾಧ್ಯ ಎಂದು ಶಿವಗಂಗಾ ಯೋಗ ಕೇಂದ್ರದ ಯೋಗಾಚಾರ್ಯ ಡಾ.ಸಿ.ವಿ. ರುದ್ರಾರಾಧ್ಯ ಹೇಳಿದರು. ನಗರದಲ್ಲಿ ಆಯೋಜಿಸಿದ್ದ ಉಚಿತ ಯೋಗ ಶಿಬಿರದ ಸಮಾರೋಪದಲ್ಲಿ ಮಾತನಾಡಿದ ಅವರು, ಪ್ರತಿನಿತ್ಯ ಯೋಗ ಮತ್ತು ಧ್ಯಾನ ಮಾಡುವುದರಿಂದ ಮನಸ್ಸು ಹಾಗೂ ದೇಹ ಆರೋಗ್ಯವಾಗಿರುತ್ತದೆ. [484, 1256, 634, 1340]
ganapathi-photo-1 [164, 1256, 314, 1378]
news-item-training [20, 327, 190, 428]
day-label: ಶುಕ್ರವಾರ [20, 37, 52, 50]
yellow-dot [94, 1478, 101, 1485]
registration-dots-center-right [560, 1478, 600, 1485]
lead-red-box-text: ಇದು ಮೈದಾನವಲ್ಲ ಆಟದ ಮೈದಾನ..! [525, 561, 659, 573]
divider [20, 514, 190, 515]
brand-name: ಹೊಸದಿಗಂತ [732, 32, 822, 58]
santhosh-headline: ಬೇಡಿಕೆ ಈಡೇರಿಸಿದ ಸರ್ಕಾರ [688, 358, 932, 384]
